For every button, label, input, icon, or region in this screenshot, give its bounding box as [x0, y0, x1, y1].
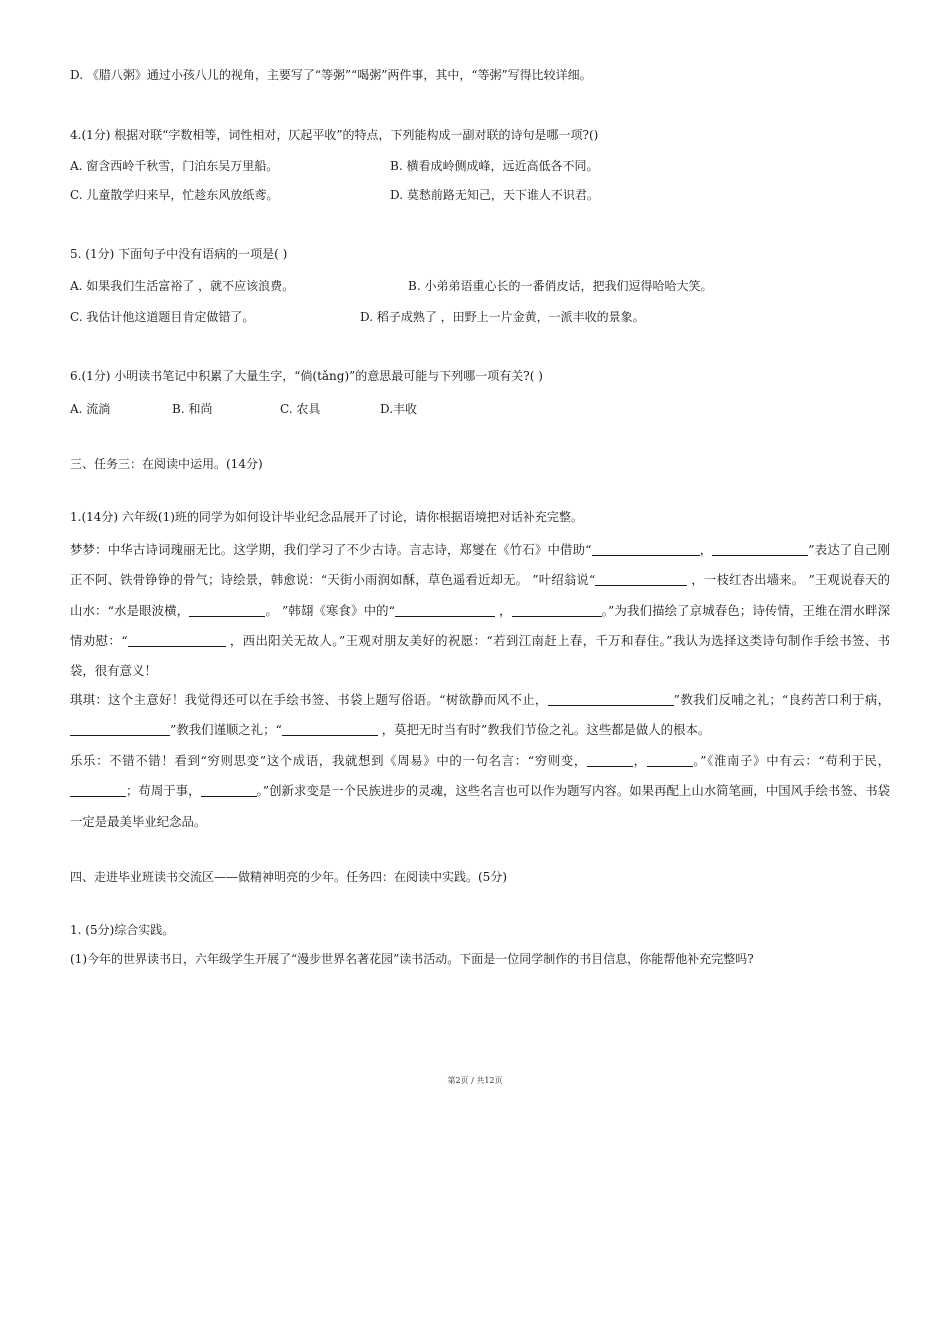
q5-option-d: D. 稻子成熟了 ，田野上一片金黄，一派丰收的景象。: [360, 310, 645, 324]
section-3-heading: 三、任务三：在阅读中运用。(14分): [70, 457, 263, 471]
q6-option-b: B. 和尚: [172, 402, 213, 416]
q5-option-a: A. 如果我们生活富裕了 ，就不应该浪费。: [70, 279, 295, 293]
q5-stem: 5. (1分) 下面句子中没有语病的一项是( ): [70, 247, 288, 261]
q3-option-d: D. 《腊八粥》通过小孩八儿的视角，主要写了“等粥”“喝粥”两件事，其中，“等粥”写得比较详细。: [70, 68, 592, 82]
section-4-heading: 四、走进毕业班读书交流区——做精神明亮的少年。任务四：在阅读中实践。(5分): [70, 870, 508, 884]
q4-option-b: B. 横看成岭侧成峰，远近高低各不同。: [390, 159, 599, 173]
answer-blank[interactable]: [189, 602, 265, 617]
q4-option-a: A. 窗含西岭千秋雪，门泊东吴万里船。: [70, 159, 279, 173]
answer-blank[interactable]: [128, 632, 226, 647]
answer-blank[interactable]: [282, 721, 378, 736]
q6-option-c: C. 农具: [280, 402, 321, 416]
q5-option-c: C. 我估计他这道题目肯定做错了。: [70, 310, 255, 324]
q5-option-b: B. 小弟弟语重心长的一番俏皮话，把我们逗得哈哈大笑。: [408, 279, 713, 293]
answer-blank[interactable]: [647, 752, 693, 767]
answer-blank[interactable]: [592, 541, 700, 556]
answer-blank[interactable]: [201, 782, 257, 797]
q4-stem: 4.(1分) 根据对联“字数相等，词性相对，仄起平收”的特点，下列能构成一副对联的诗句是哪一项?(): [70, 128, 599, 142]
q6-option-d: D.丰收: [380, 402, 418, 416]
section-3-q1-stem: 1.(14分) 六年级(1)班的同学为如何设计毕业纪念品展开了讨论，请你根据语境把对话补充完整。: [70, 510, 583, 524]
answer-blank[interactable]: [595, 571, 687, 586]
answer-blank[interactable]: [548, 691, 674, 706]
dialogue-qiqi: 琪琪：这个主意好！我觉得还可以在手绘书签、书袋上题写俗语。“树欲静而风不止， ”教我们反哺之礼；“良药苦口利于病，”教我们谨顺之礼；“ ，莫把无时当有时”教我们节俭之礼。这些都是做人的根本。: [70, 692, 890, 738]
q4-option-d: D. 莫愁前路无知己，天下谁人不识君。: [390, 188, 599, 202]
section-4-q1-sub1: (1)今年的世界读书日，六年级学生开展了“漫步世界名著花园”读书活动。下面是一位同学制作的书目信息，你能帮他补充完整吗?: [70, 952, 754, 966]
answer-blank[interactable]: [587, 752, 633, 767]
answer-blank[interactable]: [512, 602, 602, 617]
q6-stem: 6.(1分) 小明读书笔记中积累了大量生字，“倘(tǎng)”的意思最可能与下列哪一项有关?( ): [70, 369, 543, 383]
dialogue-lele: 乐乐：不错不错！看到“穷则思变”这个成语，我就想到《周易》中的一句名言：“穷则变， ， 。”《淮南子》中有云：“苟利于民，；苟周于事， 。”创新求变是一个民族进步的灵魂，这些名言也可以作为题写内容。如果再配上山水简笔画，中国风手绘书签、书袋一定是最美毕业纪念品。: [70, 753, 891, 829]
answer-blank[interactable]: [70, 721, 170, 736]
answer-blank[interactable]: [712, 541, 808, 556]
answer-blank[interactable]: [70, 782, 126, 797]
dialogue-mengmeng: 梦梦：中华古诗词瑰丽无比。这学期，我们学习了不少古诗。言志诗，郑燮在《竹石》中借助“ ， ”表达了自己刚正不阿、铁骨铮铮的骨气；诗绘景，韩愈说：“天街小雨润如酥，草色遥看近却无。 ”叶绍翁说“ ，一枝红杏出墙来。 ”王观说春天的山水：“水是眼波横， 。 ”韩翃《寒食》中的“ ， 。”为我们描绘了京城春色；诗传情，王维在渭水畔深情劝慰：“ ，西出阳关无故人。”王观对朋友美好的祝愿：“若到江南赶上春，千万和春住。”我认为选择这类诗句制作手绘书签、书袋，很有意义！: [70, 542, 890, 679]
q6-option-a: A. 流淌: [70, 402, 111, 416]
page-footer: 第2页 / 共12页: [447, 1076, 503, 1085]
answer-blank[interactable]: [395, 602, 495, 617]
section-4-q1-stem: 1. (5分)综合实践。: [70, 923, 175, 937]
q4-option-c: C. 儿童散学归来早，忙趁东风放纸鸢。: [70, 188, 279, 202]
